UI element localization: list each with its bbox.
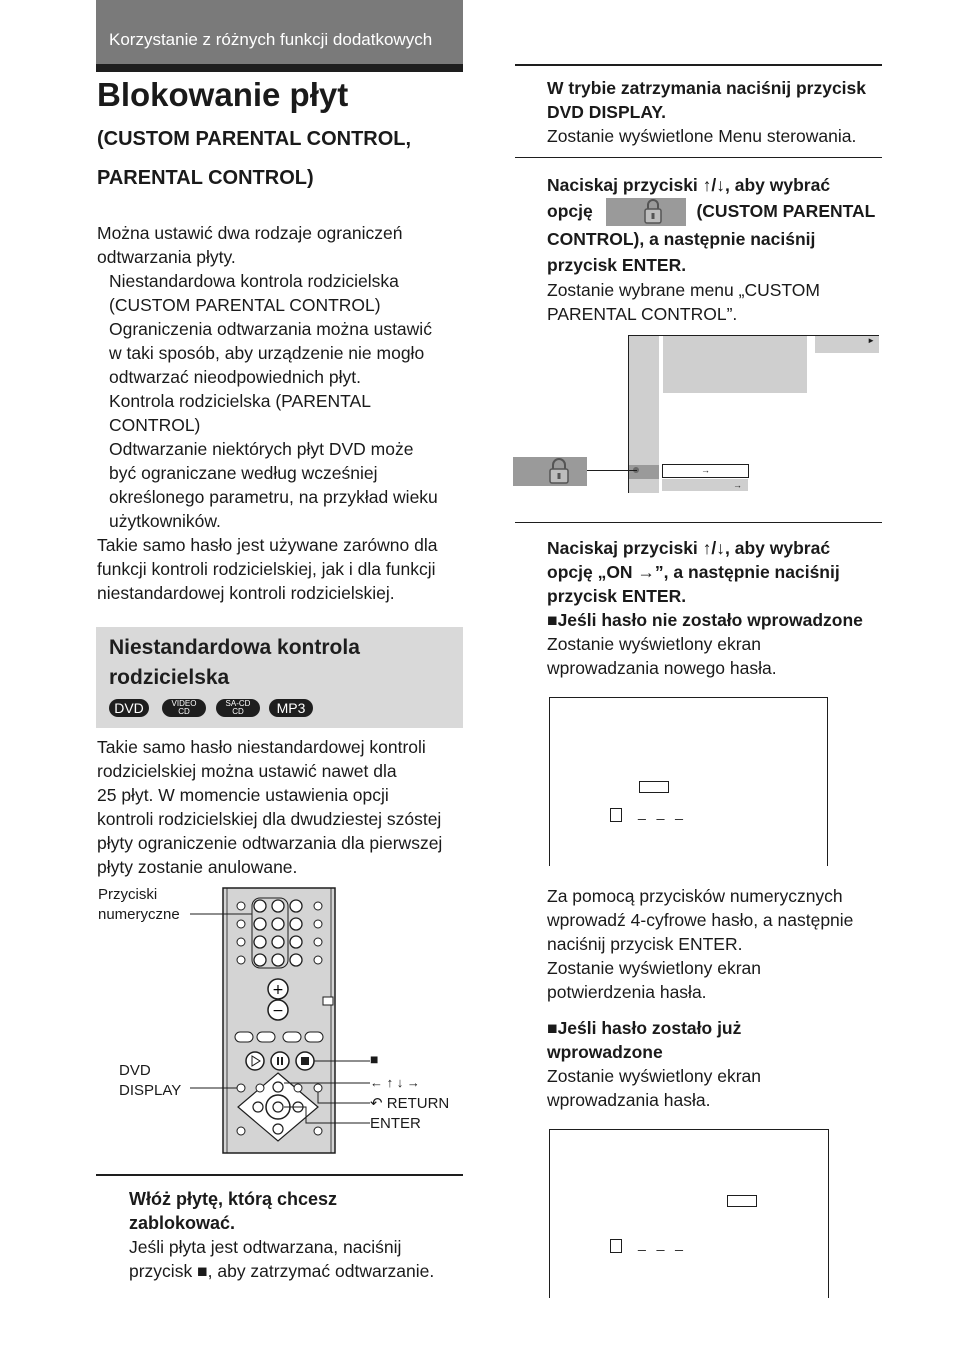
step-text: Za pomocą przycisków numerycznych: [547, 886, 843, 906]
step-heading: opcję: [547, 201, 593, 221]
new-password-screen: [549, 697, 828, 866]
menu-option-on: →: [662, 464, 749, 478]
step-heading: przycisk ENTER.: [547, 255, 687, 276]
video-cd-badge: [162, 699, 206, 717]
step-text: Zostanie wyświetlone Menu sterowania.: [547, 126, 857, 146]
step-text: wprowadź 4-cyfrowe hasło, a następnie: [547, 910, 854, 930]
intro-line: niestandardowej kontroli rodzicielskiej.: [97, 583, 395, 603]
step-heading: W trybie zatrzymania naciśnij przycisk: [547, 78, 867, 98]
badge-line: SA-CD: [225, 699, 251, 708]
step4: [547, 536, 863, 680]
label-line: Przyciski: [98, 886, 158, 903]
step3-text: [547, 278, 820, 326]
step-heading: zablokować.: [129, 1213, 236, 1233]
section-body: [97, 735, 442, 879]
step2: [547, 76, 866, 148]
note-heading: ■Jeśli hasło nie zostało wprowadzone: [547, 610, 863, 630]
intro-item: CONTROL): [109, 415, 201, 435]
lock-callout-tile: [513, 457, 587, 486]
intro-item: Ograniczenia odtwarzania można ustawić: [109, 319, 432, 339]
intro-item: Kontrola rodzicielska (PARENTAL: [109, 391, 371, 411]
step-text: wprowadzania hasła.: [547, 1090, 711, 1110]
step2-rule: [515, 64, 882, 66]
mp3-badge: MP3: [269, 699, 313, 717]
section-heading-line: rodzicielska: [109, 666, 230, 689]
label-line: DISPLAY: [119, 1082, 182, 1099]
menu-option-arrow: →: [733, 480, 742, 490]
lock-callout-line: [587, 470, 637, 471]
step-heading: DVD DISPLAY.: [547, 102, 666, 122]
lock-option-tile: [606, 198, 686, 226]
intro-line: odtwarzania płyty.: [97, 247, 236, 267]
intro-item: użytkowników.: [109, 511, 221, 531]
step4-note2: [547, 1016, 761, 1112]
badge-line: VIDEO: [171, 699, 197, 708]
password-digits: _ _ _: [638, 804, 684, 820]
step-text: PARENTAL CONTROL”.: [547, 304, 738, 324]
intro-item: w taki sposób, aby urządzenie nie mogło: [109, 343, 425, 363]
step4-after: [547, 884, 853, 1004]
password-label-box: [639, 781, 669, 793]
password-cursor-box: [610, 808, 622, 822]
step-heading: Naciskaj przyciski ↑/↓, aby wybrać: [547, 538, 831, 558]
note-heading: wprowadzone: [547, 1042, 663, 1062]
label-arrows: ← ↑ ↓ →: [370, 1075, 420, 1090]
menu-header-block: [663, 336, 807, 393]
page-subtitle-1: (CUSTOM PARENTAL CONTROL,: [97, 128, 412, 150]
intro-item: Niestandardowa kontrola rodzicielska: [109, 271, 399, 291]
step-heading: CONTROL), a następnie naciśnij: [547, 229, 816, 250]
step-text: Zostanie wyświetlony ekran: [547, 958, 761, 978]
step-heading: (CUSTOM PARENTAL: [696, 201, 876, 221]
step-text: Zostanie wyświetlony ekran: [547, 1066, 761, 1086]
body-line: płyty zostanie anulowane.: [97, 857, 298, 877]
step3: [547, 172, 875, 278]
section-heading: [109, 633, 360, 693]
intro-item: Odtwarzanie niektórych płyt DVD może: [109, 439, 414, 459]
section-header-label: Korzystanie z różnych funkcji dodatkowych: [109, 30, 433, 49]
body-line: płyty ograniczenie odtwarzania dla pierwszej: [97, 833, 443, 853]
badge-line: CD: [232, 707, 244, 716]
menu-corner-block: [815, 336, 879, 353]
step-heading: opcję „ON →”, a następnie naciśnij: [547, 562, 840, 582]
section-header-tab: [96, 0, 463, 64]
step-text: Zostanie wyświetlony ekran: [547, 634, 761, 654]
body-line: 25 płyt. W momencie ustawienia opcji: [97, 785, 389, 805]
step1: [129, 1187, 434, 1283]
step3-rule: [515, 157, 882, 158]
intro-line: Takie samo hasło jest używane zarówno dla: [97, 535, 438, 555]
section-heading-box: [96, 627, 463, 728]
lock-icon: [606, 198, 686, 226]
header-rule: [96, 64, 463, 72]
label-return: ↶ RETURN: [370, 1095, 450, 1112]
svg-text:+: +: [272, 982, 284, 998]
enter-password-screen: [549, 1129, 829, 1298]
label-dvd-display: [119, 1061, 181, 1101]
badge-line: CD: [178, 707, 190, 716]
label-line: DVD: [119, 1062, 151, 1079]
label-enter: ENTER: [370, 1115, 421, 1132]
password-label-box: [727, 1195, 757, 1207]
sacd-badge: [216, 699, 260, 717]
step-text: naciśnij przycisk ENTER.: [547, 934, 743, 954]
svg-text:−: −: [272, 1003, 284, 1019]
label-numeric-buttons: [98, 885, 180, 925]
section-heading-line: Niestandardowa kontrola: [109, 636, 360, 659]
step-text: przycisk ■, aby zatrzymać odtwarzanie.: [129, 1261, 435, 1281]
password-digits: _ _ _: [638, 1235, 684, 1251]
note-heading: ■Jeśli hasło zostało już: [547, 1018, 742, 1038]
control-menu-screen: [628, 335, 879, 493]
step4-rule: [515, 522, 882, 523]
intro-item: być ograniczane według wcześniej: [109, 463, 378, 483]
step1-rule: [96, 1174, 463, 1176]
intro-item: odtwarzać nieodpowiednich płyt.: [109, 367, 361, 387]
step-text: wprowadzania nowego hasła.: [547, 658, 777, 678]
label-line: numeryczne: [98, 906, 180, 923]
intro-line: funkcji kontroli rodzicielskiej, jak i dla funkcji: [97, 559, 436, 579]
label-stop: ■: [370, 1051, 379, 1067]
body-line: kontroli rodzicielskiej dla dwudziestej szóstej: [97, 809, 442, 829]
step-text: Zostanie wybrane menu „CUSTOM: [547, 280, 820, 300]
step-heading: Naciskaj przyciski ↑/↓, aby wybrać: [547, 175, 831, 195]
intro-text: [97, 221, 438, 605]
intro-line: Można ustawić dwa rodzaje ograniczeń: [97, 223, 403, 243]
menu-option-off: [662, 479, 748, 491]
dvd-badge: DVD: [109, 699, 149, 717]
step-heading: Włóż płytę, którą chcesz: [129, 1189, 338, 1209]
body-line: Takie samo hasło niestandardowej kontroli: [97, 737, 426, 757]
step-text: potwierdzenia hasła.: [547, 982, 707, 1002]
intro-item: określonego parametru, na przykład wieku: [109, 487, 438, 507]
remote-control-illustration: [180, 885, 370, 1155]
step-text: Jeśli płyta jest odtwarzana, naciśnij: [129, 1237, 402, 1257]
page-title: Blokowanie płyt: [97, 76, 349, 113]
step-heading: przycisk ENTER.: [547, 586, 687, 606]
menu-corner-arrow: ►: [867, 336, 875, 345]
body-line: rodzicielskiej można ustawić nawet dla: [97, 761, 397, 781]
lock-icon: [513, 457, 587, 486]
page-subtitle-2: PARENTAL CONTROL): [97, 167, 314, 189]
password-cursor-box: [610, 1239, 622, 1253]
intro-item: (CUSTOM PARENTAL CONTROL): [109, 295, 381, 315]
